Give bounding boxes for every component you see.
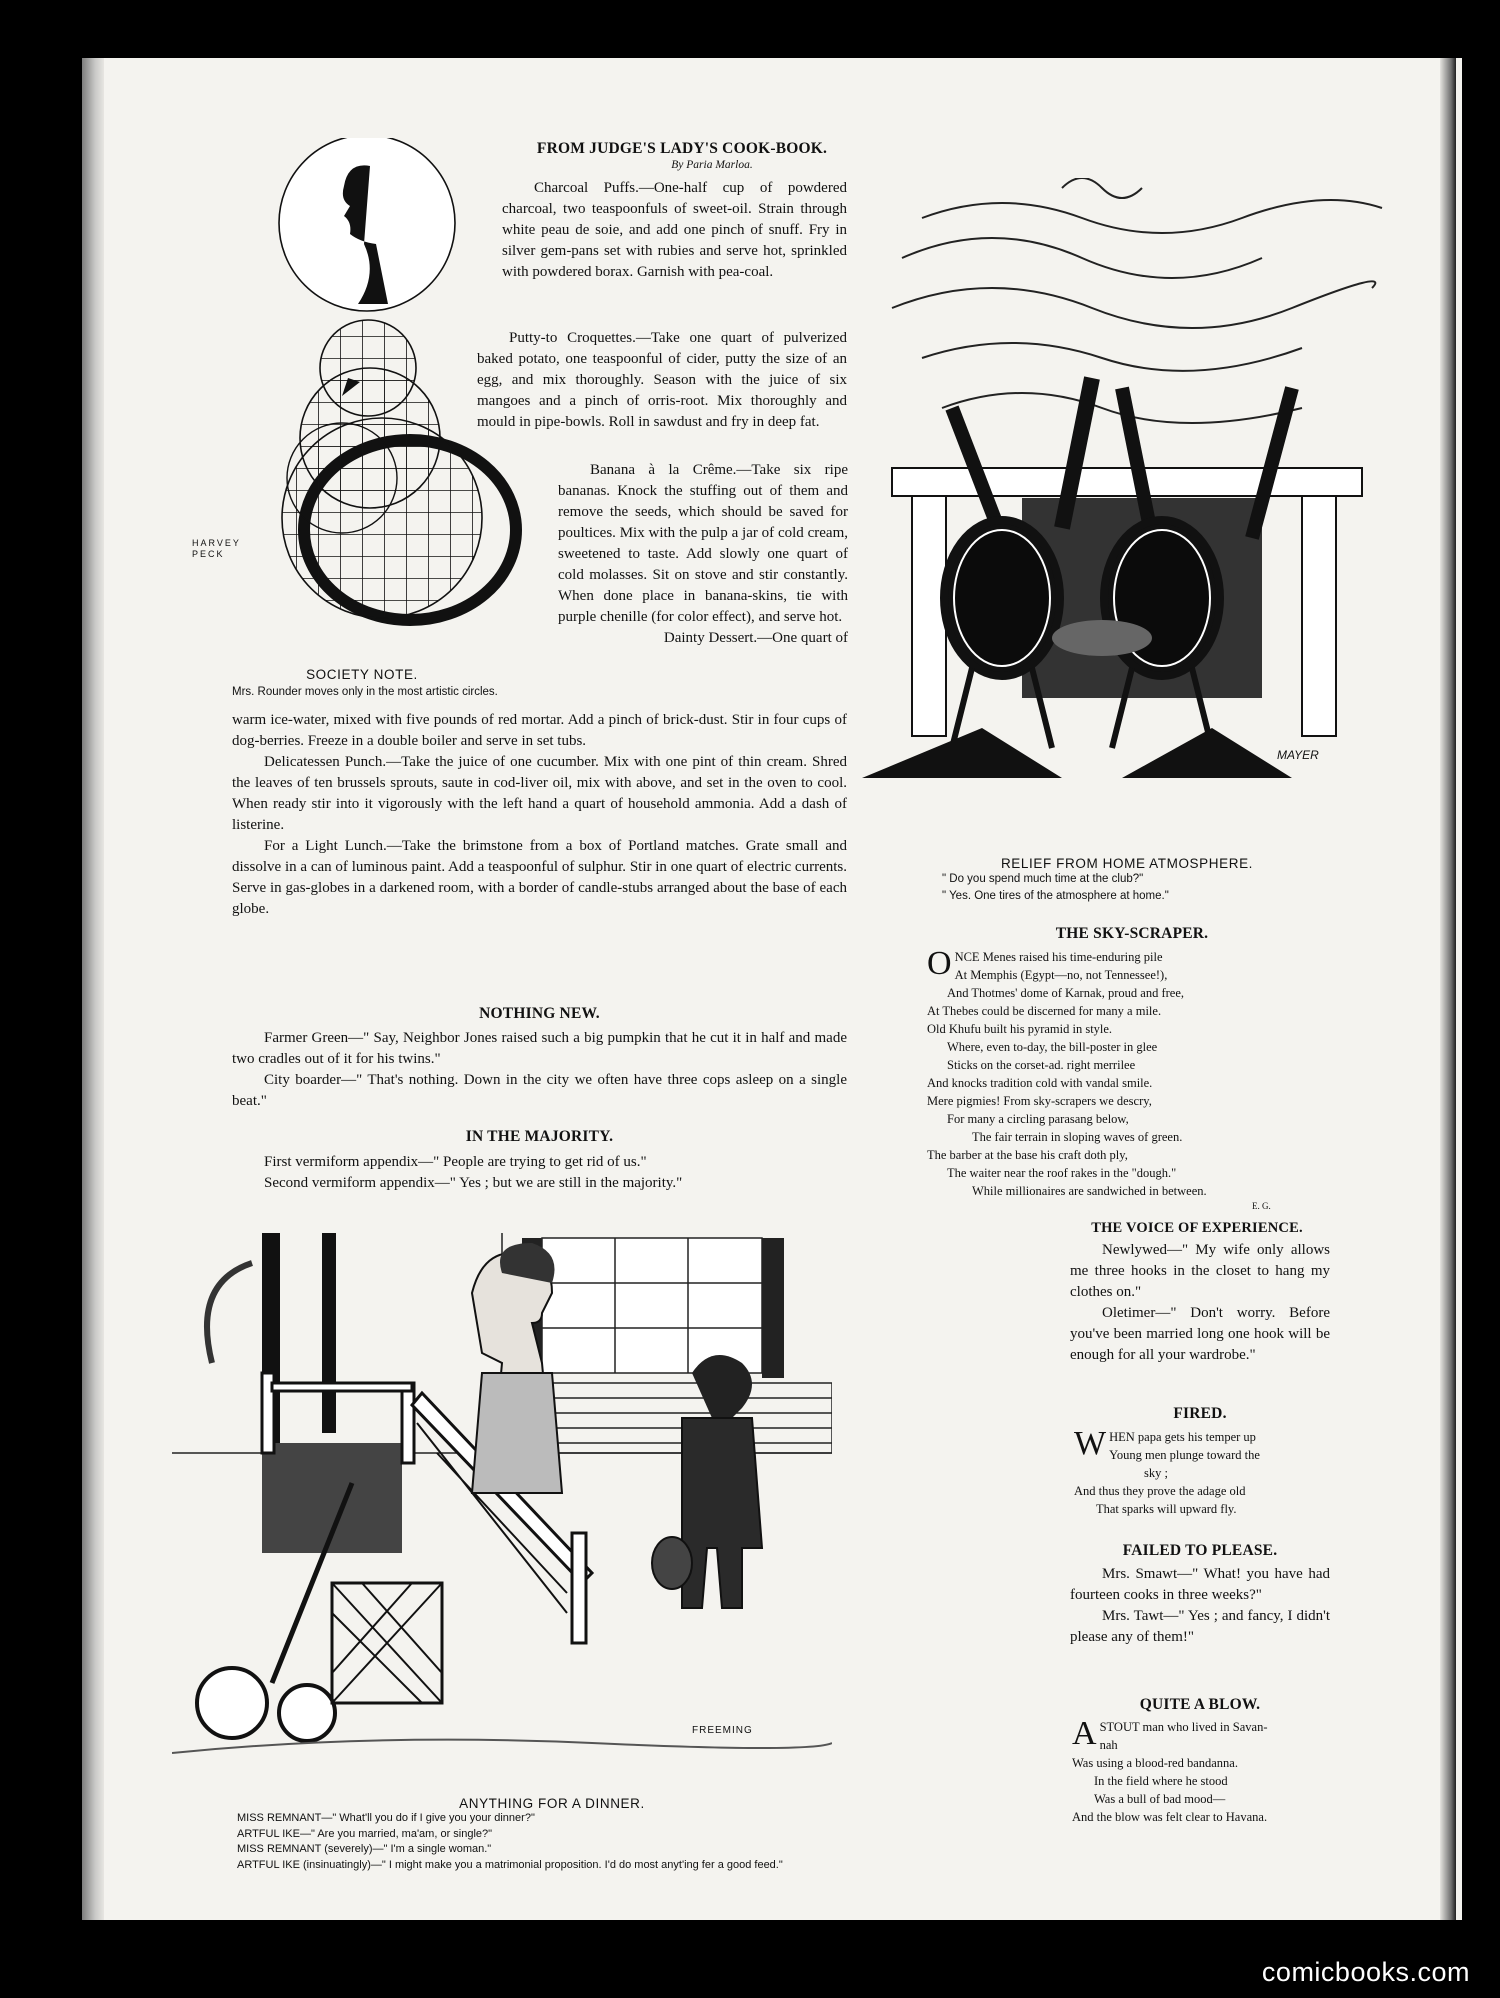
poem-line: HEN papa gets his temper up — [1109, 1430, 1256, 1444]
voice-line-1: Newlywed—" My wife only allows me three hooks in the closet to hang my clothes on." — [1070, 1242, 1330, 1300]
poem-line: Where, even to-day, the bill-poster in glee — [947, 1040, 1158, 1054]
nothing-new-line-1: Farmer Green—" Say, Neighbor Jones raised such a big pumpkin that he cut it in half and made two cradles out of it for his twins." — [232, 1030, 847, 1067]
poem-line: For many a circling parasang below, — [947, 1112, 1129, 1126]
relief-line-2: " Yes. One tires of the atmosphere at home." — [942, 890, 1169, 902]
poem-line: Was a bull of bad mood— — [1094, 1792, 1226, 1806]
blow-dropcap: A — [1072, 1715, 1097, 1752]
nothing-new-text — [232, 1028, 847, 1112]
cookbook-title: FROM JUDGE'S LADY'S COOK-BOOK. — [536, 140, 828, 157]
dinner-line-3: MISS REMNANT (severely)—" I'm a single woman." — [237, 1843, 492, 1855]
skyscraper-dropcap: O — [927, 945, 952, 982]
fired-dropcap: W — [1074, 1425, 1107, 1462]
relief-cartoon-illustration — [862, 178, 1412, 818]
recipe-dainty-dessert-start: Dainty Dessert.—One quart of — [663, 630, 848, 646]
facing-page-edge — [1440, 58, 1456, 1920]
relief-line-1: " Do you spend much time at the club?" — [942, 873, 1144, 885]
dinner-caption: ANYTHING FOR A DINNER. — [459, 1796, 645, 1811]
failed-title: FAILED TO PLEASE. — [1122, 1542, 1278, 1559]
blow-poem — [1072, 1715, 1342, 1826]
cookbook-text-putty — [477, 328, 847, 433]
poem-line: The waiter near the roof rakes in the "dough." — [947, 1166, 1177, 1180]
poem-line: While millionaires are sandwiched in between. — [972, 1184, 1207, 1198]
cookbook-text-banana — [558, 460, 848, 649]
poem-line: At Memphis (Egypt—no, not Tennessee!), — [954, 968, 1168, 982]
voice-line-2: Oletimer—" Don't worry. Before you've been married long one hook will be enough for all your wardrobe." — [1070, 1305, 1330, 1363]
dinner-line-2: ARTFUL IKE—" Are you married, ma'am, or single?" — [237, 1827, 493, 1840]
majority-title: IN THE MAJORITY. — [465, 1128, 614, 1145]
dinner-signature: FREEMING — [692, 1725, 753, 1736]
failed-text — [1070, 1564, 1330, 1648]
poem-line: Mere pigmies! From sky-scrapers we descry, — [927, 1094, 1152, 1108]
dinner-line-4: ARTFUL IKE (insinuatingly)—" I might make you a matrimonial proposition. I'd do most anyt'ing fer a good feed." — [237, 1858, 783, 1871]
poem-line: Young men plunge toward the — [1109, 1448, 1260, 1462]
poem-line: Was using a blood-red bandanna. — [1072, 1756, 1238, 1770]
poem-line: The barber at the base his craft doth ply, — [927, 1148, 1128, 1162]
recipe-charcoal-puffs: Charcoal Puffs.—One-half cup of powdered charcoal, two teaspoonfuls of sweet-oil. Strain through white peau de soie, and add one pinch of snuff. Fry in silver gem-pans set with rubies and serve hot, sprinkled with powdered borax. Garnish with pea-coal. — [502, 180, 847, 280]
relief-signature: MAYER — [1277, 748, 1319, 762]
artist-signature: HARVEY PECK — [192, 538, 241, 559]
society-note-caption: SOCIETY NOTE. — [306, 667, 418, 682]
poem-line: The fair terrain in sloping waves of green. — [972, 1130, 1183, 1144]
fired-poem — [1074, 1425, 1344, 1518]
recipe-light-lunch: For a Light Lunch.—Take the brimstone from a box of Portland matches. Grate small and dissolve in a can of luminous paint. Add a teaspoonful of sulphur. Stir in one quart of electric currents. Serve in gas-globes in a darkened room, with a border of candle-stubs arranged about the base of each globe. — [232, 838, 847, 917]
society-note-text: Mrs. Rounder moves only in the most artistic circles. — [232, 686, 498, 698]
magazine-page — [82, 58, 1462, 1920]
poem-line: Sticks on the corset-ad. right merrilee — [947, 1058, 1136, 1072]
poem-line: And knocks tradition cold with vandal smile. — [927, 1076, 1153, 1090]
voice-title: THE VOICE OF EXPERIENCE. — [1091, 1220, 1303, 1236]
poem-line: And Thotmes' dome of Karnak, proud and free, — [947, 986, 1185, 1000]
relief-caption: RELIEF FROM HOME ATMOSPHERE. — [1000, 856, 1254, 871]
fired-title: FIRED. — [1173, 1405, 1227, 1422]
nothing-new-title: NOTHING NEW. — [479, 1005, 600, 1022]
recipe-dainty-dessert-rest: warm ice-water, mixed with five pounds of red mortar. Add a pinch of brick-dust. Stir in four cups of dog-berries. Freeze in a double boiler and serve in set tubs. — [232, 712, 847, 749]
majority-line-2: Second vermiform appendix—" Yes ; but we are still in the majority." — [264, 1175, 683, 1191]
skyscraper-poem — [927, 945, 1367, 1212]
majority-line-1: First vermiform appendix—" People are trying to get rid of us." — [264, 1154, 647, 1170]
poem-line: Old Khufu built his pyramid in style. — [927, 1022, 1113, 1036]
page-gutter — [82, 58, 104, 1920]
poem-line: That sparks will upward fly. — [1096, 1502, 1237, 1516]
poem-line: nah — [1099, 1738, 1118, 1752]
poem-line: STOUT man who lived in Savan- — [1099, 1720, 1268, 1734]
voice-text — [1070, 1240, 1330, 1366]
nothing-new-line-2: City boarder—" That's nothing. Down in the city we often have three cops asleep on a single beat." — [232, 1072, 847, 1109]
recipe-delicatessen-punch: Delicatessen Punch.—Take the juice of one cucumber. Mix with one pint of thin cream. Shred the leaves of ten brussels sprouts, saute in cod-liver oil, mix with above, and set in the oven to cool. When ready stir into it vigorously with the left hand a quart of household ammonia. Add a dash of listerine. — [232, 754, 847, 833]
blow-title: QUITE A BLOW. — [1139, 1696, 1261, 1713]
recipe-banana-creme: Banana à la Crême.—Take six ripe bananas. Knock the stuffing out of them and remove the seeds, which should be saved for poultices. Mix with the pulp a jar of cold cream, sweetened to taste. Add slowly one quart of cold molasses. Sit on stove and stir constantly. When done place in banana-skins, tie with purple chenille (for color effect), and serve hot. — [558, 462, 848, 625]
poem-line: NCE Menes raised his time-enduring pile — [954, 950, 1163, 964]
cookbook-text-upper — [502, 178, 847, 283]
dinner-cartoon-illustration — [172, 1233, 832, 1773]
skyscraper-signature: E. G. — [1252, 1201, 1271, 1211]
failed-line-2: Mrs. Tawt—" Yes ; and fancy, I didn't please any of them!" — [1070, 1608, 1330, 1645]
poem-line: At Thebes could be discerned for many a mile. — [927, 1004, 1162, 1018]
skyscraper-title: THE SKY-SCRAPER. — [1055, 925, 1209, 942]
poem-line: sky ; — [1144, 1466, 1168, 1480]
poem-line: And thus they prove the adage old — [1074, 1484, 1246, 1498]
cookbook-text-lower — [232, 710, 847, 920]
failed-line-1: Mrs. Smawt—" What! you have had fourteen cooks in three weeks?" — [1070, 1566, 1330, 1603]
recipe-putty-croquettes: Putty-to Croquettes.—Take one quart of pulverized baked potato, one teaspoonful of cider, putty the size of an egg, and mix thoroughly. Season with the juice of six mangoes and a pinch of orris-root. Mix thoroughly and mould in pipe-bowls. Roll in sawdust and fry in deep fat. — [477, 330, 847, 430]
cookbook-byline: By Paria Marloa. — [671, 159, 753, 171]
dinner-dialogue — [237, 1811, 1037, 1873]
dinner-line-1: MISS REMNANT—" What'll you do if I give you your dinner?" — [237, 1812, 535, 1824]
poem-line: In the field where he stood — [1094, 1774, 1228, 1788]
poem-line: And the blow was felt clear to Havana. — [1072, 1810, 1268, 1824]
majority-text — [232, 1152, 847, 1194]
watermark: comicbooks.com — [1261, 1957, 1470, 1987]
